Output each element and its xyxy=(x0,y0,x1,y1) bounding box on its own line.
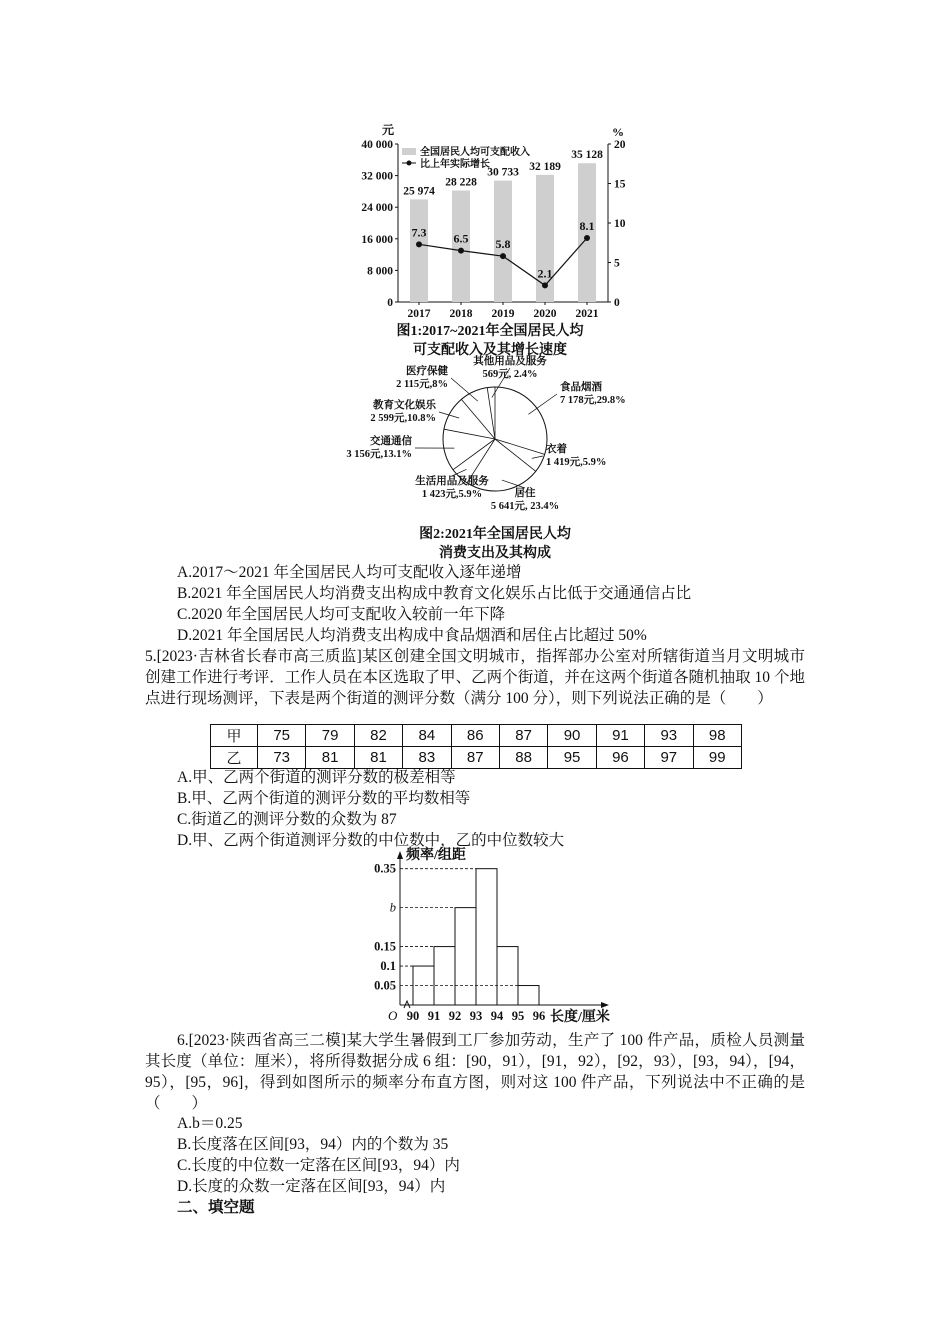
growth-point xyxy=(584,235,590,241)
income-bar xyxy=(452,190,470,302)
score-cell: 99 xyxy=(693,747,741,769)
pie-slice-name: 衣着 xyxy=(546,444,567,455)
histogram-bar xyxy=(497,947,518,1005)
figure1-caption-line1: 图1:2017~2021年全国居民人均 xyxy=(396,324,584,339)
growth-point-label: 7.3 xyxy=(411,225,427,240)
score-cell: 83 xyxy=(403,747,451,769)
x-tick-label: 2018 xyxy=(449,308,473,320)
q6-option-b: B.长度落在区间[93，94）内的个数为 35 xyxy=(177,1136,449,1153)
growth-point xyxy=(500,253,506,259)
score-cell: 91 xyxy=(596,725,644,747)
histogram-bar xyxy=(476,869,497,1005)
score-cell: 81 xyxy=(354,747,402,769)
y-tick-label: 0.05 xyxy=(374,978,396,993)
histogram-bar xyxy=(518,986,539,1005)
right-unit-label: % xyxy=(612,125,624,139)
left-unit-label: 元 xyxy=(382,123,395,137)
table-row xyxy=(211,725,742,747)
pie-slice-value: 3 156元,13.1% xyxy=(346,449,412,460)
pie-slice-name: 医疗保健 xyxy=(406,366,448,377)
x-tick-label: 90 xyxy=(406,1009,420,1023)
growth-point-label: 2.1 xyxy=(537,266,553,281)
q6-stem: 6.[2023·陕西省高三二模]某大学生暑假到工厂参加劳动，生产了 100 件产品，质检人员测量其长度（单位：厘米），将所得数据分成 6 组：[90，91），[91，92），[92，93），[93，94），[94，95），[95，96]，得到如图所示的频率分布直方图，则对这 100 件产品，下列说法中不正确的是（ ） xyxy=(145,1032,805,1112)
histogram-svg xyxy=(355,845,625,1030)
q5-score-table xyxy=(210,724,742,769)
histogram-bar xyxy=(455,908,476,1005)
pie-slice-name: 居住 xyxy=(514,488,536,499)
row-label: 甲 xyxy=(211,725,258,747)
pie-slice-value: 2 115元,8% xyxy=(396,379,448,390)
q4-option-c: C.2020 年全国居民人均可支配收入较前一年下降 xyxy=(177,606,506,623)
section-title: 二、填空题 xyxy=(177,1199,255,1216)
q5-option-d: D.甲、乙两个街道测评分数的中位数中，乙的中位数较大 xyxy=(177,832,565,849)
y-tick-label: 32 000 xyxy=(361,170,393,183)
y2-tick-label: 20 xyxy=(614,139,626,151)
origin-label: O xyxy=(388,1008,398,1023)
y2-tick-label: 15 xyxy=(614,178,626,191)
x-tick-label: 93 xyxy=(469,1009,483,1023)
score-cell: 73 xyxy=(258,747,306,769)
q5-option-c: C.街道乙的测评分数的众数为 87 xyxy=(177,811,397,828)
score-cell: 87 xyxy=(499,725,547,747)
pie-slice-name: 交通通信 xyxy=(370,436,412,447)
growth-point-label: 6.5 xyxy=(453,231,469,246)
income-chart xyxy=(340,118,650,328)
score-cell: 90 xyxy=(548,725,596,747)
y2-tick-label: 0 xyxy=(614,297,620,309)
consumption-pie-svg xyxy=(346,356,630,521)
pie-slice-value: 569元, 2.4% xyxy=(482,369,538,380)
q4-option-b: B.2021 年全国居民人均消费支出构成中教育文化娱乐占比低于交通通信占比 xyxy=(177,585,692,602)
x-tick-label: 94 xyxy=(490,1009,504,1023)
income-bar-label: 35 128 xyxy=(571,149,603,162)
income-bar-label: 32 189 xyxy=(529,160,561,173)
score-cell: 81 xyxy=(306,747,354,769)
x-tick-label: 2021 xyxy=(575,308,599,320)
pie-slice-name: 生活用品及服务 xyxy=(415,476,489,487)
x-tick-label: 2019 xyxy=(491,308,515,320)
q4-option-a: A.2017～2021 年全国居民人均可支配收入逐年递增 xyxy=(177,564,522,581)
x-axis-label: 长度/厘米 xyxy=(550,1010,610,1025)
y-tick-label: 0.15 xyxy=(374,939,396,954)
q6-option-d: D.长度的众数一定落在区间[93，94）内 xyxy=(177,1178,446,1195)
q5-option-b: B.甲、乙两个街道的测评分数的平均数相等 xyxy=(177,790,471,807)
y-tick-label: 24 000 xyxy=(361,202,393,215)
y-axis-arrow xyxy=(397,851,403,859)
q6-option-a: A.b＝0.25 xyxy=(177,1115,243,1132)
figure2-caption-line2: 消费支出及其构成 xyxy=(439,546,551,561)
pie-slice-value: 1 419元,5.9% xyxy=(546,457,607,468)
figure2-caption xyxy=(360,525,630,563)
score-cell: 84 xyxy=(403,725,451,747)
y-tick-label: 0.35 xyxy=(374,861,396,876)
y-tick-label: 16 000 xyxy=(361,233,393,246)
x-tick-label: 2017 xyxy=(407,308,431,320)
income-chart-svg xyxy=(340,118,650,328)
x-tick-label: 91 xyxy=(427,1009,441,1023)
score-cell: 75 xyxy=(258,725,306,747)
y-tick-label: 0.1 xyxy=(380,959,396,974)
income-bar xyxy=(410,199,428,302)
pie-slice-name: 其他用品及服务 xyxy=(473,356,547,367)
income-bar-label: 25 974 xyxy=(403,185,435,198)
q6-option-c: C.长度的中位数一定落在区间[93，94）内 xyxy=(177,1157,460,1174)
score-cell: 93 xyxy=(645,725,693,747)
y-tick-label: 8 000 xyxy=(367,265,393,278)
growth-point xyxy=(416,241,422,247)
growth-point xyxy=(458,248,464,254)
score-cell: 98 xyxy=(693,725,741,747)
x-tick-label: 96 xyxy=(532,1009,546,1023)
score-cell: 88 xyxy=(499,747,547,769)
x-axis-arrow xyxy=(601,1002,609,1008)
score-cell: 82 xyxy=(354,725,402,747)
histogram-bar xyxy=(434,947,455,1005)
x-tick-label: 95 xyxy=(511,1009,525,1023)
legend-line-label: 比上年实际增长 xyxy=(420,159,490,170)
row-label: 乙 xyxy=(211,747,258,769)
y-tick-label: b xyxy=(389,900,396,915)
score-cell: 95 xyxy=(548,747,596,769)
pie-slice-value: 1 423元,5.9% xyxy=(421,489,483,500)
figure2-caption-line1: 图2:2021年全国居民人均 xyxy=(419,527,571,542)
income-bar-label: 28 228 xyxy=(445,176,477,189)
q5-stem: 5.[2023·吉林省长春市高三质监]某区创建全国文明城市，指挥部办公室对所辖街道当月文明城市创建工作进行考评．工作人员在本区选取了甲、乙两个街道，并在这两个街道各随机抽取 10 个地点进行现场测评，下表是两个街道的测评分数（满分 100 分），则下列说法正确的是（ ） xyxy=(145,648,805,707)
income-bar-label: 30 733 xyxy=(487,166,519,179)
pie-slice-value: 2 599元,10.8% xyxy=(370,413,436,424)
pie-slice-value: 5 641元, 23.4% xyxy=(490,501,560,512)
score-cell: 79 xyxy=(306,725,354,747)
x-tick-label: 2020 xyxy=(533,308,557,320)
y-tick-label: 0 xyxy=(387,297,393,309)
score-cell: 86 xyxy=(451,725,499,747)
growth-point xyxy=(542,282,548,288)
score-cell: 87 xyxy=(451,747,499,769)
y-tick-label: 40 000 xyxy=(361,139,393,151)
pie-slice-value: 7 178元,29.8% xyxy=(560,395,626,406)
x-tick-label: 92 xyxy=(448,1009,462,1023)
frequency-histogram xyxy=(355,845,625,1030)
pie-slice-name: 教育文化娱乐 xyxy=(373,400,436,411)
figure1-caption-line2: 可支配收入及其增长速度 xyxy=(413,343,567,358)
legend-bar-swatch xyxy=(402,148,416,155)
legend-bar-label: 全国居民人均可支配收入 xyxy=(420,147,530,158)
y-axis-label: 频率/组距 xyxy=(406,848,466,863)
growth-point-label: 8.1 xyxy=(579,219,595,234)
table-row xyxy=(211,747,742,769)
figure1-caption xyxy=(330,322,650,360)
consumption-pie-chart xyxy=(346,356,630,521)
legend-line-marker xyxy=(407,161,412,166)
y2-tick-label: 5 xyxy=(614,257,620,270)
y2-tick-label: 10 xyxy=(614,218,626,230)
growth-point-label: 5.8 xyxy=(495,237,511,252)
q5-option-a: A.甲、乙两个街道的测评分数的极差相等 xyxy=(177,769,456,786)
score-cell: 96 xyxy=(596,747,644,769)
q4-option-d: D.2021 年全国居民人均消费支出构成中食品烟酒和居住占比超过 50% xyxy=(177,627,647,644)
pie-slice-name: 食品烟酒 xyxy=(560,382,602,393)
score-cell: 97 xyxy=(645,747,693,769)
